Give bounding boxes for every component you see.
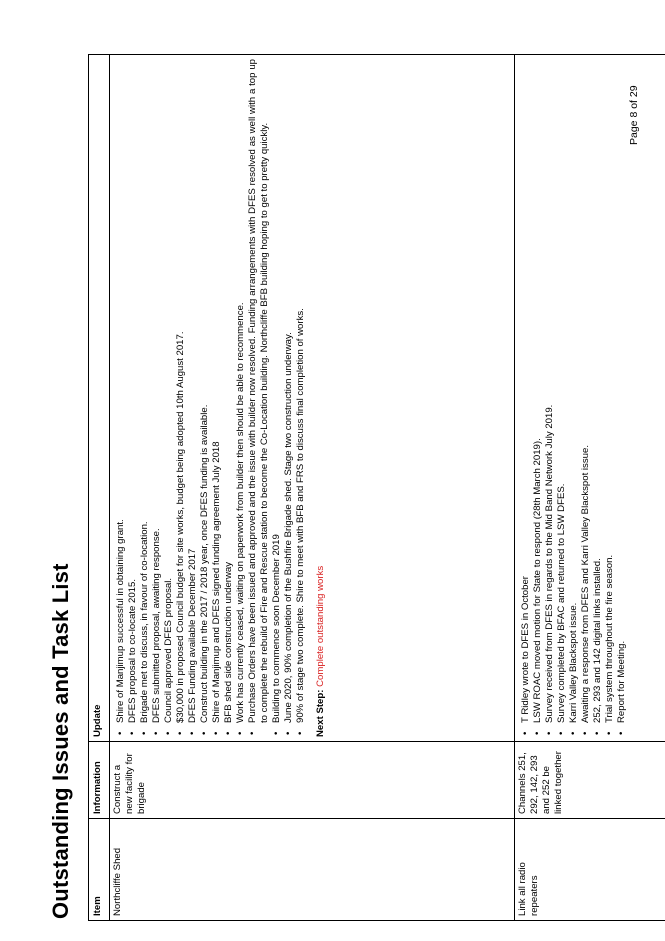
list-item: • Construct building in the 2017 / 2018 year, once DFES funding is available. (199, 59, 211, 723)
column-header-item: Item (89, 819, 110, 921)
page-title: Outstanding Issues and Task List (48, 563, 73, 919)
list-item: • DFES proposal to co-locate 2015. (127, 59, 139, 723)
list-item: • Karri Valley Blackspot issue. (568, 59, 580, 723)
item-cell: Link all radio repeaters (515, 819, 665, 921)
list-item: • Brigade met to discuss, in favour of co-location. (139, 59, 151, 723)
list-item: • Survey received from DFES in regards to the Mid Band Network July 2019. (544, 59, 556, 723)
list-item: • Work has currently ceased, waiting on paperwork from builder then should be able to recommence. (235, 59, 247, 723)
page-number: Page 8 of 29 (628, 85, 640, 145)
table-row (110, 55, 515, 921)
list-item: • June 2020, 90% completion of the Bushfire Brigade shed. Stage two construction underway. (283, 59, 295, 723)
list-item: • Building to commence soon December 2019 (271, 59, 283, 723)
list-item: • DFES Funding available December 2017 (187, 59, 199, 723)
list-item: • Council approved DFES proposal. (163, 59, 175, 723)
list-item: • Awaiting a response from DFES and Karri Valley Blackspot issue. (580, 59, 592, 723)
list-item: • Shire of Manjimup successful in obtaining grant. (115, 59, 127, 723)
list-item: • Trial system throughout the fire season. (604, 59, 616, 723)
task-table (88, 54, 665, 921)
update-list (520, 59, 628, 737)
column-header-update: Update (89, 55, 110, 742)
list-item: • BFB shed side construction underway (223, 59, 235, 723)
list-item: • Report for Meeting. (616, 59, 628, 723)
table-header-row (89, 55, 110, 921)
list-item: • Survey completed by BFAC and returned to LSW DFES. (556, 59, 568, 723)
list-item: • Shire of Manjimup and DFES signed funding agreement July 2018 (211, 59, 223, 723)
next-step (315, 59, 327, 737)
next-step-label: Next Step: (314, 689, 326, 737)
list-item: • T Ridley wrote to DFES in October (520, 59, 532, 723)
update-cell (515, 55, 665, 742)
update-list (115, 59, 307, 737)
item-cell: Northcliffe Shed (110, 819, 515, 921)
information-cell: Channels 251, 292, 142, 293 and 252 be linked together (515, 742, 665, 819)
list-item: • LSW ROAC moved motion for State to respond (28th March 2019). (532, 59, 544, 723)
list-item: • DFES submitted proposal, awaiting response. (151, 59, 163, 723)
next-step-text: Complete outstanding works (314, 565, 326, 687)
list-item: • 252, 293 and 142 digital links installed. (592, 59, 604, 723)
list-item: • Purchase Orders have been issued and approved and the issue with builder now resolved. Funding arrangements with DFES resolved as well with a top up to complete the rebuild of Fire and Rescue station to become the Co-Location building. Northcliffe BFB building hoping to get to pretty quickly. (247, 59, 271, 723)
table-row (515, 55, 665, 921)
list-item: • $30,000 in proposed Council budget for site works, budget being adopted 10th August 2017. (175, 59, 187, 723)
update-cell (110, 55, 515, 742)
column-header-information: Information (89, 742, 110, 819)
list-item: • 90% of stage two complete. Shire to meet with BFB and FRS to discuss final completion of works. (295, 59, 307, 723)
information-cell: Construct a new facility for brigade (110, 742, 515, 819)
